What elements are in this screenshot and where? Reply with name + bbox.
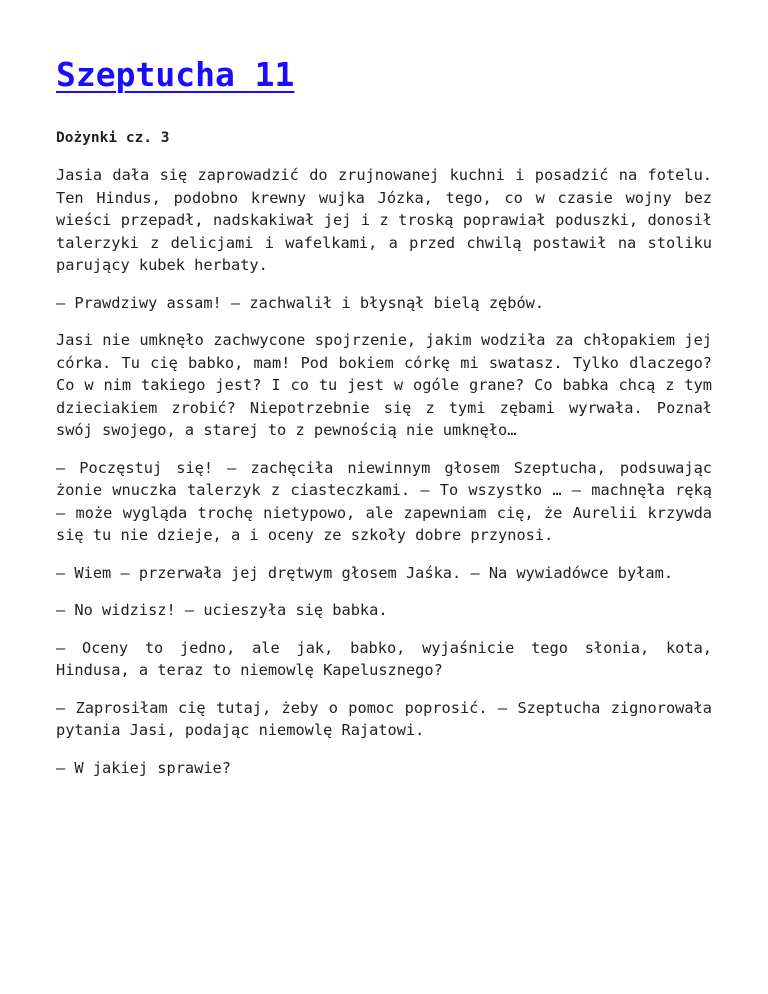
paragraph: Jasia dała się zaprowadzić do zrujnowanej kuchni i posadzić na fotelu. Ten Hindus, podobno krewny wujka Józka, tego, co w czasie wojny bez wieści przepadł, nadskakiwał jej i z troską poprawiał poduszki, donosił talerzyki z delicjami i wafelkami, a przed chwilą postawił na stoliku parujący kubek herbaty.	[56, 166, 712, 274]
paragraph: – Zaprosiłam cię tutaj, żeby o pomoc poprosić. – Szeptucha zignorowała pytania Jasi, podając niemowlę Rajatowi.	[56, 698, 712, 739]
paragraph: – Wiem – przerwała jej drętwym głosem Jaśka. – Na wywiadówce byłam.	[56, 563, 674, 582]
paragraph: Jasi nie umknęło zachwycone spojrzenie, jakim wodziła za chłopakiem jej córka. Tu cię babko, mam! Pod bokiem córkę mi swatasz. Tylko dlaczego? Co w nim takiego jest? I co tu jest w ogóle grane? Co babka chcą z tym dzieciakiem zrobić? Niepotrzebnie się z tymi zębami wyrwała. Poznał swój swojego, a starej to z pewnością nie umknęło…	[56, 331, 712, 439]
paragraph: – No widzisz! – ucieszyła się babka.	[56, 601, 388, 619]
post-subtitle: Dożynki cz. 3	[56, 130, 170, 146]
paragraph: – Poczęstuj się! – zachęciła niewinnym głosem Szeptucha, podsuwając żonie wnuczka talerzyk z ciasteczkami. – To wszystko … – machnęła ręką – może wygląda trochę nietypowo, ale zapewniam cię, że Aurelii krzywda się tu nie dzieje, a i oceny ze szkoły dobre przynosi.	[56, 458, 712, 544]
post-title-link[interactable]: Szeptucha 11	[56, 55, 295, 94]
paragraph: – Prawdziwy assam! – zachwalił i błysnął bielą zębów.	[56, 293, 545, 312]
paragraph: – W jakiej sprawie?	[56, 758, 231, 777]
paragraph: – Oceny to jedno, ale jak, babko, wyjaśnicie tego słonia, kota, Hindusa, a teraz to niemowlę Kapelusznego?	[56, 638, 712, 679]
post-body	[56, 164, 712, 779]
